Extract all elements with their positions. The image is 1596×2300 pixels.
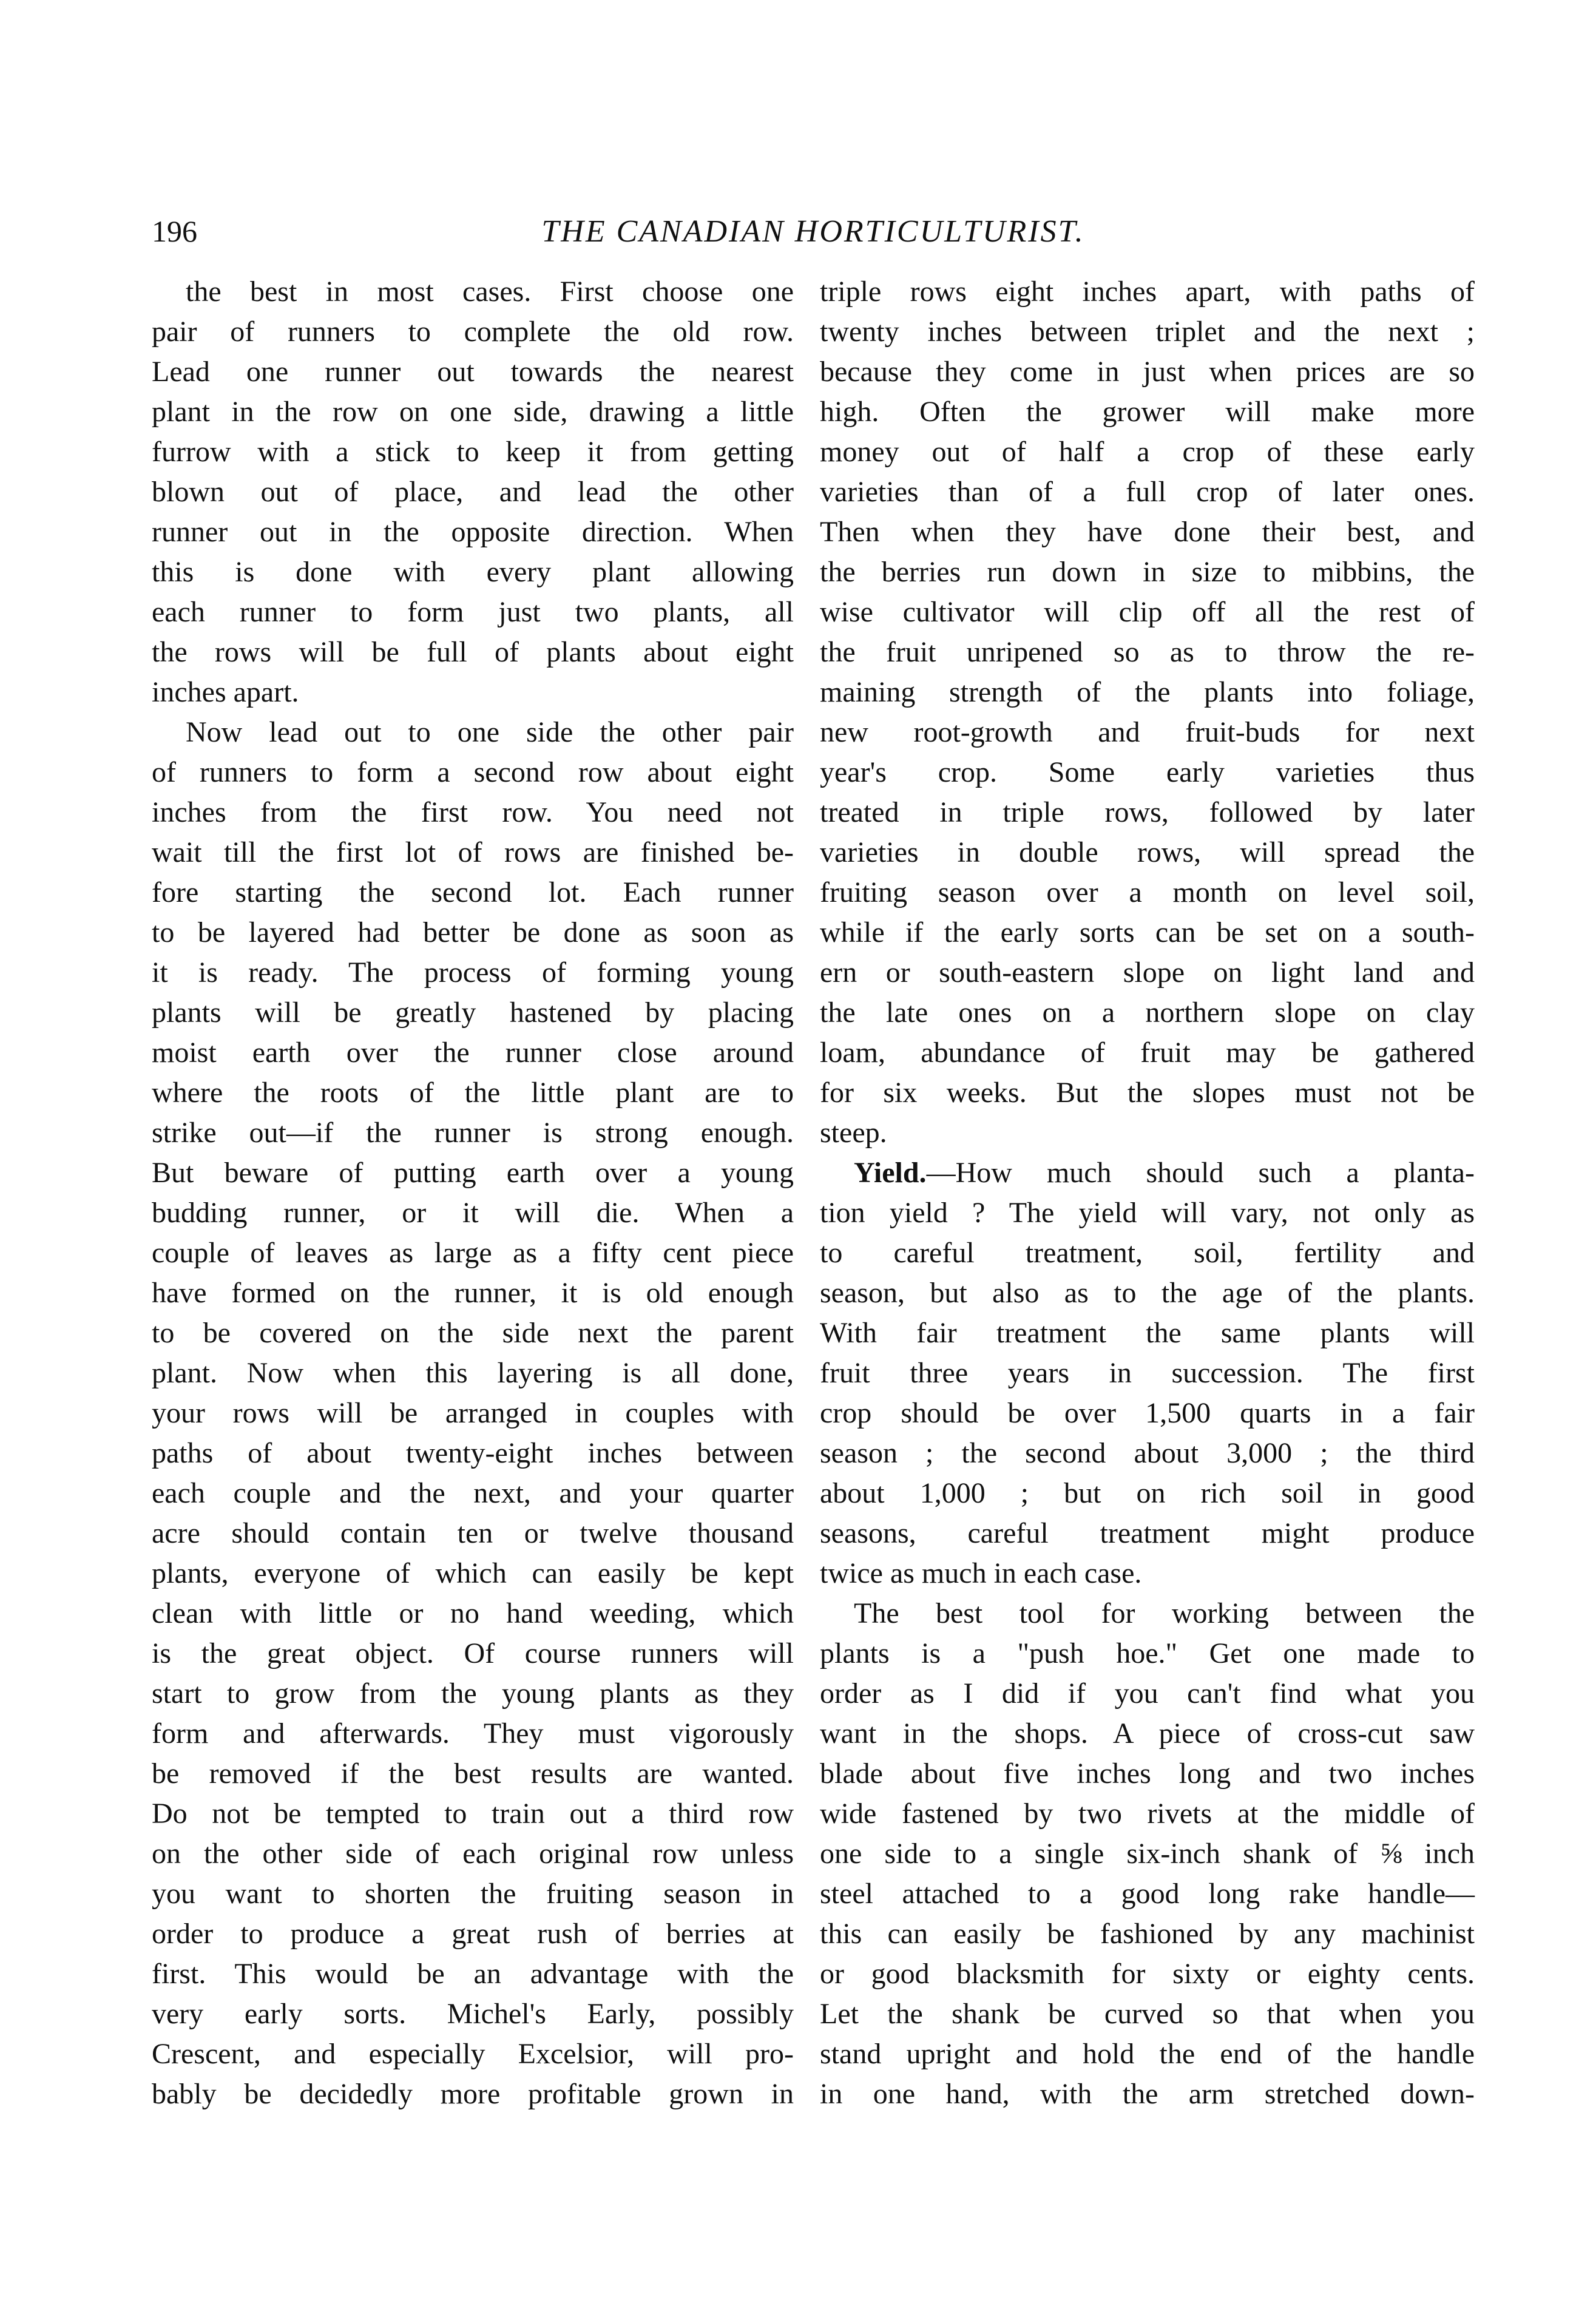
line-text: twenty inches between triplet and the next ;: [820, 316, 1475, 348]
text-line: [152, 953, 794, 993]
text-line: [820, 1313, 1475, 1353]
text-line: [152, 2074, 794, 2114]
line-text: about 1,000 ; but on rich soil in good: [820, 1477, 1475, 1509]
text-line: [152, 632, 794, 672]
text-line: [820, 1674, 1475, 1714]
text-line: [820, 552, 1475, 592]
line-text: plants, everyone of which can easily be kept: [152, 1557, 794, 1589]
line-text: where the roots of the little plant are to: [152, 1077, 794, 1109]
text-line: [820, 1393, 1475, 1433]
line-text: plants is a "push hoe." Get one made to: [820, 1637, 1475, 1669]
line-text: each couple and the next, and your quarter: [152, 1477, 794, 1509]
line-text: season, but also as to the age of the plants.: [820, 1277, 1475, 1309]
line-text: the fruit unripened so as to throw the re-: [820, 636, 1475, 668]
text-line: [820, 1554, 1475, 1594]
paragraph: [820, 272, 1475, 1153]
line-text: for six weeks. But the slopes must not be: [820, 1077, 1475, 1109]
line-text: high. Often the grower will make more: [820, 396, 1475, 428]
text-line: [152, 1594, 794, 1634]
text-line: [820, 1233, 1475, 1273]
line-text: wait till the first lot of rows are finished be-: [152, 836, 794, 868]
line-text: But beware of putting earth over a young: [152, 1157, 794, 1189]
line-text: inches from the first row. You need not: [152, 796, 794, 828]
text-line: [152, 1113, 794, 1153]
paragraph: [152, 272, 794, 712]
text-line: [820, 1834, 1475, 1874]
line-text: new root-growth and fruit-buds for next: [820, 716, 1475, 748]
text-line: [152, 1193, 794, 1233]
line-text: one side to a single six-inch shank of ⅝ inch: [820, 1838, 1475, 1870]
text-line: [152, 1794, 794, 1834]
line-text: treated in triple rows, followed by later: [820, 796, 1475, 828]
text-line: [820, 2034, 1475, 2074]
text-line: [820, 1353, 1475, 1393]
text-line: [820, 1433, 1475, 1473]
text-line: [152, 712, 794, 753]
line-text: this is done with every plant allowing: [152, 556, 794, 588]
line-text: The best tool for working between the: [854, 1597, 1475, 1629]
line-text: loam, abundance of fruit may be gathered: [820, 1037, 1475, 1069]
paragraph: [152, 712, 794, 2114]
text-line: [152, 1994, 794, 2034]
text-line: [820, 953, 1475, 993]
text-line: [152, 512, 794, 552]
text-line: [820, 1874, 1475, 1914]
text-line: [152, 1473, 794, 1514]
line-text: runner out in the opposite direction. When: [152, 516, 794, 548]
line-text: it is ready. The process of forming young: [152, 956, 794, 989]
line-text: varieties than of a full crop of later ones.: [820, 476, 1475, 508]
line-text: stand upright and hold the end of the handle: [820, 2038, 1475, 2070]
text-line: [152, 1273, 794, 1313]
text-line: [820, 1273, 1475, 1313]
text-line: [820, 833, 1475, 873]
text-line: [152, 1954, 794, 1994]
line-text: steep.: [820, 1117, 887, 1149]
text-line: [820, 472, 1475, 512]
line-text: to careful treatment, soil, fertility and: [820, 1237, 1475, 1269]
text-line: [820, 1153, 1475, 1193]
line-text: have formed on the runner, it is old enough: [152, 1277, 794, 1309]
line-text: fruiting season over a month on level soil,: [820, 876, 1475, 908]
text-line: [820, 753, 1475, 793]
left-column: [152, 272, 794, 2114]
text-line: [152, 1674, 794, 1714]
line-text: With fair treatment the same plants will: [820, 1317, 1475, 1349]
text-line: [152, 312, 794, 352]
line-text: each runner to form just two plants, all: [152, 596, 794, 628]
line-text: maining strength of the plants into foliage,: [820, 676, 1475, 708]
line-text: year's crop. Some early varieties thus: [820, 756, 1475, 788]
text-line: [152, 833, 794, 873]
line-text: plants will be greatly hastened by placing: [152, 996, 794, 1029]
text-line: [152, 793, 794, 833]
text-line: [820, 913, 1475, 953]
page-number: 196: [152, 214, 197, 248]
text-line: [152, 672, 794, 712]
line-text: plant in the row on one side, drawing a little: [152, 396, 794, 428]
text-line: [820, 1754, 1475, 1794]
text-line: [820, 1113, 1475, 1153]
line-text: bably be decidedly more profitable grown in: [152, 2078, 794, 2110]
text-line: [820, 712, 1475, 753]
text-line: [820, 873, 1475, 913]
line-text: seasons, careful treatment might produce: [820, 1517, 1475, 1549]
text-line: [820, 352, 1475, 392]
line-text: the berries run down in size to mibbins, the: [820, 556, 1475, 588]
text-line: [820, 432, 1475, 472]
text-line: [820, 1073, 1475, 1113]
text-line: [152, 272, 794, 312]
text-line: [820, 1594, 1475, 1634]
line-text: pair of runners to complete the old row.: [152, 316, 794, 348]
text-line: [820, 1193, 1475, 1233]
line-text: budding runner, or it will die. When a: [152, 1197, 794, 1229]
line-text: furrow with a stick to keep it from getting: [152, 436, 794, 468]
text-line: [820, 993, 1475, 1033]
line-text: paths of about twenty-eight inches between: [152, 1437, 794, 1469]
text-line: [152, 1714, 794, 1754]
text-line: [152, 1634, 794, 1674]
line-text: wise cultivator will clip off all the rest of: [820, 596, 1475, 628]
line-text: the late ones on a northern slope on clay: [820, 996, 1475, 1029]
line-text: want in the shops. A piece of cross-cut saw: [820, 1717, 1475, 1750]
line-text: acre should contain ten or twelve thousand: [152, 1517, 794, 1549]
text-line: [152, 1554, 794, 1594]
line-text: form and afterwards. They must vigorously: [152, 1717, 794, 1750]
text-line: [152, 1433, 794, 1473]
line-text: blown out of place, and lead the other: [152, 476, 794, 508]
text-line: [152, 873, 794, 913]
line-text: season ; the second about 3,000 ; the third: [820, 1437, 1475, 1469]
line-text: while if the early sorts can be set on a south-: [820, 916, 1475, 949]
text-line: [152, 1353, 794, 1393]
text-line: [820, 1033, 1475, 1073]
text-line: [820, 1473, 1475, 1514]
line-text: to be layered had better be done as soon as: [152, 916, 794, 949]
line-text: this can easily be fashioned by any machinist: [820, 1918, 1475, 1950]
text-line: [820, 272, 1475, 312]
text-line: [820, 1634, 1475, 1674]
text-line: [152, 1834, 794, 1874]
text-line: [152, 1514, 794, 1554]
line-text: money out of half a crop of these early: [820, 436, 1475, 468]
line-text: ern or south-eastern slope on light land and: [820, 956, 1475, 989]
text-line: [152, 392, 794, 432]
paragraph: [820, 1153, 1475, 1594]
line-text: or good blacksmith for sixty or eighty cents.: [820, 1958, 1475, 1990]
line-text: strike out—if the runner is strong enough.: [152, 1117, 794, 1149]
text-line: [152, 592, 794, 632]
line-text: be removed if the best results are wanted.: [152, 1757, 794, 1790]
line-text: couple of leaves as large as a fifty cent piece: [152, 1237, 794, 1269]
line-text: blade about five inches long and two inches: [820, 1757, 1475, 1790]
line-text: triple rows eight inches apart, with paths of: [820, 276, 1475, 308]
text-line: [820, 1914, 1475, 1954]
paragraph: [820, 1594, 1475, 2114]
line-text: order to produce a great rush of berries at: [152, 1918, 794, 1950]
text-line: [820, 512, 1475, 552]
text-line: [152, 1914, 794, 1954]
line-text: on the other side of each original row unless: [152, 1838, 794, 1870]
line-text: crop should be over 1,500 quarts in a fair: [820, 1397, 1475, 1429]
text-line: [152, 472, 794, 512]
text-line: [820, 312, 1475, 352]
text-line: [820, 1994, 1475, 2034]
text-line: [820, 2074, 1475, 2114]
text-line: [152, 993, 794, 1033]
text-line: [152, 1233, 794, 1273]
line-text: moist earth over the runner close around: [152, 1037, 794, 1069]
text-line: [152, 352, 794, 392]
text-line: [152, 1033, 794, 1073]
line-text: Crescent, and especially Excelsior, will pro-: [152, 2038, 794, 2070]
line-text: clean with little or no hand weeding, which: [152, 1597, 794, 1629]
line-text: fruit three years in succession. The first: [820, 1357, 1475, 1389]
text-line: [820, 793, 1475, 833]
line-text: inches apart.: [152, 676, 299, 708]
right-column: [820, 272, 1475, 2114]
line-text: the rows will be full of plants about eight: [152, 636, 794, 668]
running-header: [152, 214, 1475, 256]
text-line: [820, 592, 1475, 632]
text-line: [152, 1153, 794, 1193]
line-text: fore starting the second lot. Each runner: [152, 876, 794, 908]
line-text: very early sorts. Michel's Early, possibly: [152, 1998, 794, 2030]
line-text: twice as much in each case.: [820, 1557, 1142, 1589]
line-text: order as I did if you can't find what you: [820, 1677, 1475, 1710]
line-text: to be covered on the side next the parent: [152, 1317, 794, 1349]
paragraph-lead-heading: Yield.: [854, 1157, 927, 1189]
line-text: in one hand, with the arm stretched down-: [820, 2078, 1475, 2110]
text-line: [152, 1073, 794, 1113]
line-text: —How much should such a planta-: [926, 1157, 1475, 1189]
text-line: [820, 1514, 1475, 1554]
text-line: [152, 432, 794, 472]
line-text: start to grow from the young plants as they: [152, 1677, 794, 1710]
line-text: is the great object. Of course runners will: [152, 1637, 794, 1669]
line-text: wide fastened by two rivets at the middle of: [820, 1798, 1475, 1830]
text-line: [152, 913, 794, 953]
text-line: [152, 1313, 794, 1353]
line-text: first. This would be an advantage with the: [152, 1958, 794, 1990]
line-text: plant. Now when this layering is all done,: [152, 1357, 794, 1389]
text-line: [820, 1954, 1475, 1994]
line-text: steel attached to a good long rake handle—: [820, 1878, 1475, 1910]
line-text: because they come in just when prices are so: [820, 356, 1475, 388]
line-text: Let the shank be curved so that when you: [820, 1998, 1475, 2030]
line-text: Then when they have done their best, and: [820, 516, 1475, 548]
line-text: Lead one runner out towards the nearest: [152, 356, 794, 388]
line-text: the best in most cases. First choose one: [186, 276, 794, 308]
line-text: you want to shorten the fruiting season in: [152, 1878, 794, 1910]
text-line: [820, 632, 1475, 672]
text-line: [820, 392, 1475, 432]
line-text: Now lead out to one side the other pair: [186, 716, 794, 748]
text-line: [152, 1754, 794, 1794]
text-line: [820, 672, 1475, 712]
line-text: varieties in double rows, will spread the: [820, 836, 1475, 868]
line-text: of runners to form a second row about eight: [152, 756, 794, 788]
text-line: [152, 2034, 794, 2074]
text-line: [820, 1794, 1475, 1834]
line-text: Do not be tempted to train out a third row: [152, 1798, 794, 1830]
journal-title: THE CANADIAN HORTICULTURIST.: [541, 214, 1085, 249]
text-line: [152, 1874, 794, 1914]
text-line: [152, 753, 794, 793]
line-text: tion yield ? The yield will vary, not only as: [820, 1197, 1475, 1229]
text-line: [820, 1714, 1475, 1754]
text-line: [152, 1393, 794, 1433]
text-line: [152, 552, 794, 592]
line-text: your rows will be arranged in couples with: [152, 1397, 794, 1429]
